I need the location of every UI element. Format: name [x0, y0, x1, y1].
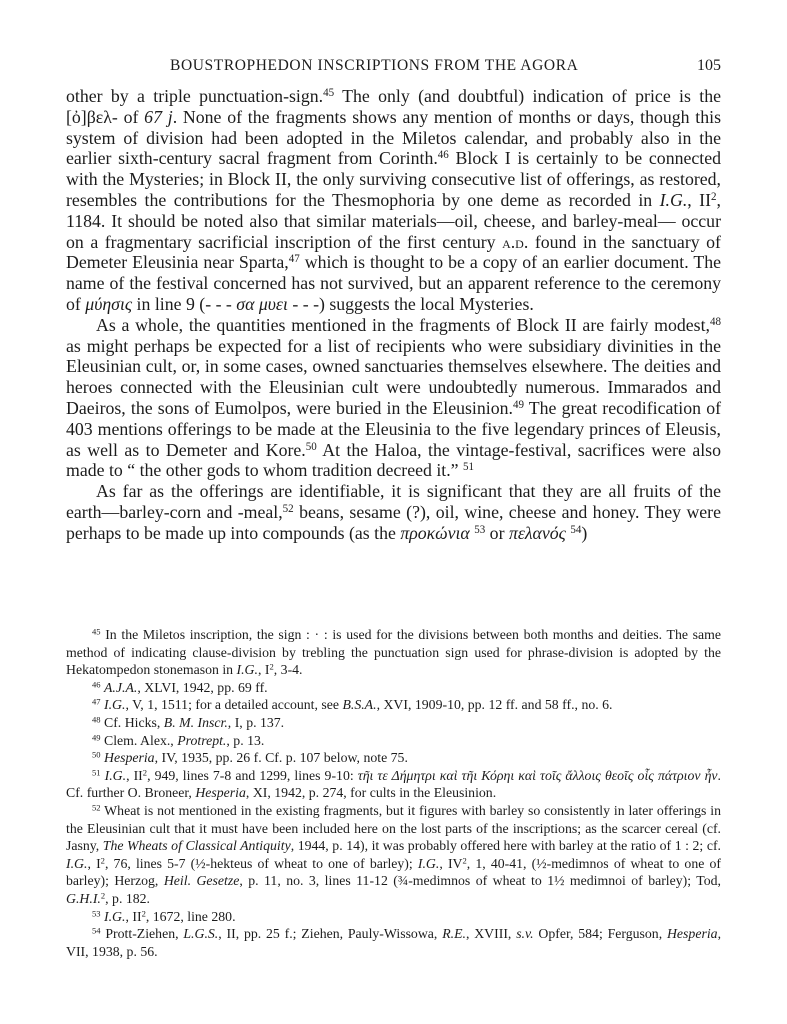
footnote-ref-45[interactable]: 45	[323, 86, 335, 99]
footnote-ref-50[interactable]: 50	[305, 440, 317, 453]
citation-title: I.G.	[104, 697, 126, 713]
text-run: , II	[125, 908, 142, 924]
text-run: The great recodification of 403 mentions offerings to be made at the Eleusinia to the five legendary princes of Eleusis, as well as to Demeter and Kore.	[66, 397, 722, 460]
text-run: , IV, 1935, pp. 26 f. Cf. p. 107 below, note 75.	[154, 750, 408, 766]
text-run: beans, sesame (?), oil, wine, cheese and honey. They were perhaps to be made up into compounds (as the	[66, 501, 721, 543]
footnote-47	[66, 696, 721, 714]
citation-title: I.G.	[236, 662, 258, 678]
text-run: , 1, 40-41, (½-medimnos of wheat to one of barley); Herzog,	[66, 855, 721, 889]
text-run: , p. 11, no. 3, lines 11-12 (¾-medimnos of wheat to 1½ medimnoi of barley); Tod,	[239, 873, 721, 889]
text-run: , 3-4.	[273, 662, 303, 678]
footnote-52	[66, 802, 721, 908]
text-run: Opfer, 584; Ferguson,	[533, 926, 667, 942]
text-run: , VII, 1938, p. 56.	[66, 926, 722, 959]
footnotes	[66, 626, 721, 960]
citation-title: G.H.I.	[66, 890, 101, 906]
running-title: BOUSTROPHEDON INSCRIPTIONS FROM THE AGORA	[170, 57, 579, 74]
text-run: , 1672, line 280.	[145, 908, 236, 924]
footnote-number: 54	[92, 925, 101, 936]
citation-title: Hesperia	[195, 785, 246, 801]
edition-superscript: 2	[142, 767, 148, 778]
greek-quotation: τῆι τε Δήμητρι καὶ τῆι Κόρηι καὶ τοῖς ἄλλοις θεοῖς οἷς πάτριον ἦν	[357, 767, 718, 783]
footnote-ref-52[interactable]: 52	[282, 502, 294, 515]
citation-title: Heil. Gesetze	[163, 873, 240, 889]
citation-abbrev: s.v.	[516, 926, 534, 942]
text-run: , IV	[439, 855, 463, 871]
footnote-49	[66, 732, 721, 750]
footnote-ref-48[interactable]: 48	[709, 315, 721, 328]
text-run: As a whole, the quantities mentioned in the fragments of Block II are fairly modest,	[96, 314, 710, 335]
citation-title: The Wheats of Classical Antiquity	[102, 838, 291, 854]
page-number: 105	[697, 57, 721, 74]
footnote-54	[66, 925, 721, 960]
text-run: Block I is certainly to be connected with the Mysteries; in Block II, the only surviving consecutive list of offerings, as restored, resembles the contributions for the Thesmophoria by one deme as recorded in	[66, 148, 721, 210]
text-run: , XVIII,	[465, 926, 517, 942]
text-run: , p. 13.	[226, 732, 265, 748]
citation-title: L.G.S.	[183, 926, 219, 942]
footnote-45	[66, 626, 721, 679]
footnote-number: 46	[92, 679, 101, 690]
text-run: At the Haloa, the vintage-festival, sacrifices were also made to “ the other gods to whom tradition decreed it.”	[66, 439, 721, 481]
citation-title: A.J.A.	[104, 679, 138, 695]
footnote-ref-51[interactable]: 51	[463, 461, 475, 474]
citation-title: R.E.	[442, 926, 466, 942]
text-run: Wheat is not mentioned in the existing fragments, but it figures with barley so consistently in later offerings in the Eleusinian cult that it must have been included here on the lost parts of the inscriptions; as the scarcer cereal (cf. Jasny,	[66, 802, 721, 854]
text-run: The only (and doubtful) indication of price is the [ὀ]βελ- of	[66, 86, 721, 127]
citation-title: I.G.	[417, 855, 440, 871]
edition-superscript: 2	[100, 855, 105, 866]
text-run: , 949, lines 7-8 and 1299, lines 9-10:	[147, 767, 358, 783]
text-run: , p. 182.	[105, 890, 150, 906]
footnote-number: 47	[92, 696, 101, 707]
footnote-46	[66, 679, 721, 697]
greek-term: μύησις	[85, 293, 133, 314]
text-run: )	[581, 522, 588, 543]
footnote-ref-47[interactable]: 47	[288, 253, 300, 266]
footnote-ref-49[interactable]: 49	[512, 398, 524, 411]
text-run: , 1184. It should be noted also that similar materials—oil, cheese, and barley-meal— occur on a fragmentary sacrificial inscription of the first century	[66, 189, 721, 252]
body-text	[66, 86, 721, 544]
text-run: , XLVI, 1942, pp. 69 ff.	[137, 679, 268, 695]
text-run: . Cf. further O. Broneer,	[66, 767, 721, 801]
citation-title: I.G.	[104, 908, 126, 924]
edition-superscript: 2	[100, 890, 106, 901]
fragment-ref: 67 j	[144, 106, 173, 127]
footnote-ref-53[interactable]: 53	[474, 523, 486, 536]
text-run: in line 9 (- - -	[132, 293, 237, 314]
footnote-number: 51	[92, 767, 101, 778]
era-abbrev: a.d.	[502, 231, 529, 252]
text-run: Prott-Ziehen,	[100, 926, 184, 942]
citation-title: B.S.A.	[342, 697, 377, 713]
text-run: found in the sanctuary of Demeter Eleusinia near Sparta,	[66, 231, 721, 273]
citation-title: I.G.	[104, 767, 127, 783]
footnote-number: 52	[92, 802, 101, 813]
text-run: , II	[126, 767, 143, 783]
text-run: , II	[687, 189, 712, 210]
edition-superscript: 2	[141, 907, 146, 918]
citation-title: I.G.	[66, 855, 88, 871]
citation-title: Hesperia	[104, 750, 155, 766]
text-run: , I, p. 137.	[227, 714, 285, 730]
footnote-48	[66, 714, 721, 732]
paragraph	[66, 481, 721, 543]
citation-title: B. M. Inscr.	[163, 714, 228, 730]
edition-superscript: 2	[269, 661, 274, 672]
footnote-number: 48	[92, 714, 101, 725]
footnote-50	[66, 749, 721, 767]
text-run: As far as the offerings are identifiable, it is significant that they are all fruits of the earth—barley-corn and -meal,	[66, 481, 721, 522]
paragraph	[66, 315, 721, 481]
greek-term: σα μυει	[236, 293, 288, 314]
text-run: - - -) suggests the local Mysteries.	[287, 293, 534, 314]
running-header	[66, 57, 721, 79]
footnote-number: 45	[92, 626, 101, 637]
greek-term: προκώνια	[400, 522, 470, 543]
text-run: , I	[87, 855, 101, 871]
citation-title: Hesperia	[666, 926, 718, 942]
text-run: Clem. Alex.,	[104, 732, 178, 748]
footnote-ref-54[interactable]: 54	[570, 523, 582, 536]
text-run: which is thought to be a copy of an earlier document. The name of the festival concerned has not survived, but an apparent reference to the ceremony of	[66, 252, 721, 314]
footnote-51	[66, 767, 721, 802]
edition-superscript: 2	[711, 190, 717, 203]
footnote-number: 53	[92, 907, 101, 918]
text-run: other by a triple punctuation-sign.	[66, 86, 324, 106]
paragraph	[66, 86, 721, 315]
text-run: or	[485, 522, 509, 543]
citation-title: I.G.	[659, 189, 688, 210]
text-run: Cf. Hicks,	[104, 714, 164, 730]
footnote-number: 49	[92, 731, 101, 742]
text-run: In the Miletos inscription, the sign : · : is used for the divisions between both months and deities. The same method of indicating clause-division by trebling the punctuation sign used for phrase-division is adopted by the Hekatompedon stonemason in	[66, 627, 721, 678]
citation-title: Protrept.	[177, 732, 227, 748]
greek-term: πελανός	[508, 522, 566, 543]
footnote-number: 50	[92, 749, 101, 760]
text-run: as might perhaps be expected for a list of recipients who were subsidiary divinities in the Eleusinian cult, or, in some cases, owned sanctuaries themselves elsewhere. The deities and heroes connected with the Eleusinian cult were undoubtedly numerous. Immarados and Daeiros, the sons of Eumolpos, were buried in the Eleusinion.	[66, 335, 721, 418]
text-run: , II, pp. 25 f.; Ziehen, Pauly-Wissowa,	[218, 926, 443, 942]
text-run: , XI, 1942, p. 274, for cults in the Eleusinion.	[245, 785, 497, 801]
edition-superscript: 2	[462, 855, 467, 866]
text-run: , XVI, 1909-10, pp. 12 ff. and 58 ff., no. 6.	[376, 697, 613, 713]
footnote-ref-46[interactable]: 46	[437, 149, 449, 162]
text-run: , 1944, p. 14), it was probably offered here with barley at the ratio of 1 : 2; cf.	[290, 838, 721, 854]
text-run: , 76, lines 5-7 (½-hekteus of wheat to one of barley);	[104, 855, 418, 871]
footnote-53	[66, 908, 721, 926]
text-run: , V, 1, 1511; for a detailed account, see	[125, 697, 343, 713]
text-run: , I	[257, 662, 270, 678]
text-run: . None of the fragments shows any mention of months or days, though this system of division had been adopted in the Miletos calendar, and probably also in the earlier sixth-century sacral fragment from Corinth.	[66, 106, 721, 169]
